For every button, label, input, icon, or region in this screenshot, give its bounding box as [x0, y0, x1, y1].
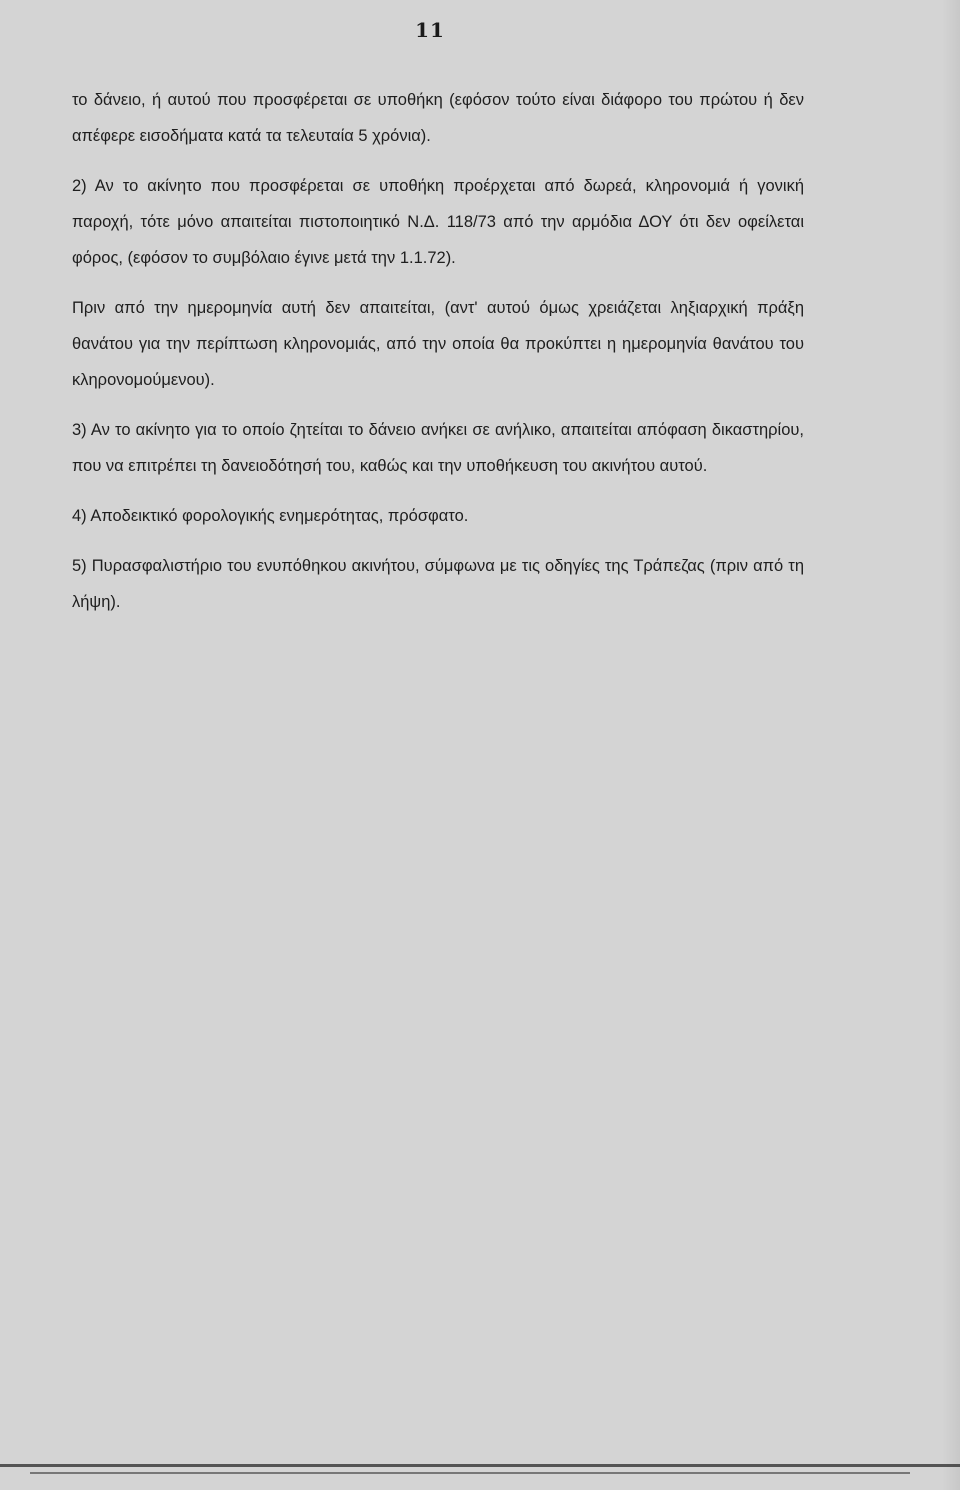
scan-artifact-line: [30, 1472, 910, 1474]
paragraph-continuation: το δάνειο, ή αυτού που προσφέρεται σε υποθήκη (εφόσον τούτο είναι διάφορο του πρώτου ή δεν απέφερε εισοδήματα κατά τα τελευταία 5 χρόνια).: [72, 91, 804, 145]
paragraph-item-3: 3) Αν το ακίνητο για το οποίο ζητείται το δάνειο ανήκει σε ανήλικο, απαιτείται απόφαση δικαστηρίου, που να επιτρέπει τη δανειοδότησή του, καθώς και την υποθήκευση του ακινήτου αυτού.: [72, 421, 804, 475]
paragraph-item-5: 5) Πυρασφαλιστήριο του ενυπόθηκου ακινήτου, σύμφωνα με τις οδηγίες της Τράπεζας (πριν από τη λήψη).: [72, 557, 804, 611]
paragraph-item-4: 4) Αποδεικτικό φορολογικής ενημερότητας, πρόσφατο.: [72, 507, 469, 525]
document-body: [72, 82, 804, 620]
scan-artifact-line: [0, 1464, 960, 1467]
paragraph-item-2-note: Πριν από την ημερομηνία αυτή δεν απαιτείται, (αντ' αυτού όμως χρειάζεται ληξιαρχική πράξη θανάτου για την περίπτωση κληρονομιάς, από την οποία θα προκύπτει η ημερομηνία θανάτου του κληρονομούμενου).: [72, 299, 804, 389]
paragraph-item-2: 2) Αν το ακίνητο που προσφέρεται σε υποθήκη προέρχεται από δωρεά, κληρονομιά ή γονική παροχή, τότε μόνο απαιτείται πιστοποιητικό Ν.Δ. 118/73 από την αρμόδια ΔΟΥ ότι δεν οφείλεται φόρος, (εφόσον το συμβόλαιο έγινε μετά την 1.1.72).: [72, 177, 804, 267]
scan-edge-shadow: [942, 0, 960, 1490]
page-number: 11: [415, 18, 445, 42]
